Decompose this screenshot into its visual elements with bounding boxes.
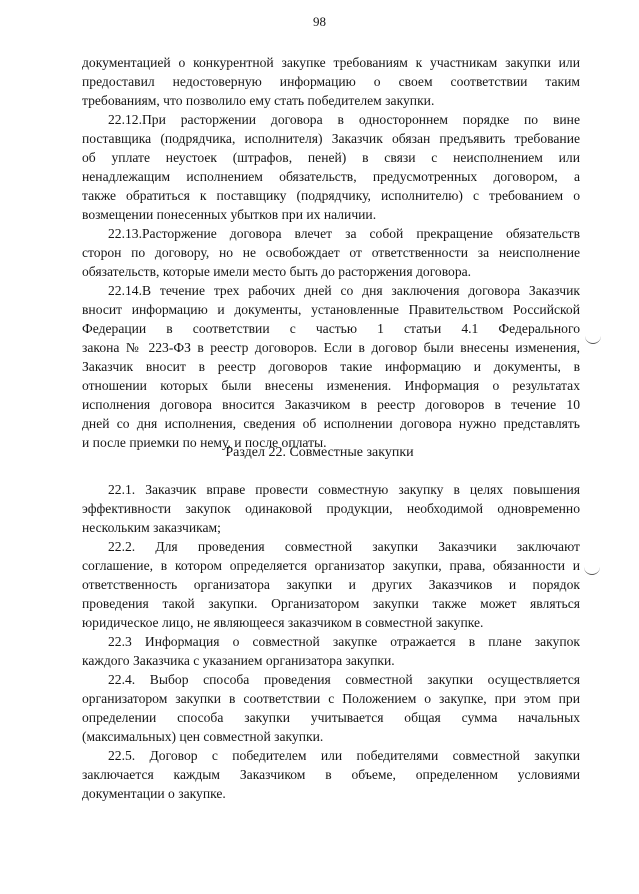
- paragraph-p2212: [82, 110, 580, 224]
- text-line: заключается каждым Заказчиком в объеме, определенном условиями: [82, 767, 580, 782]
- text-line: 22.12.При расторжении договора в одностороннем порядке по вине: [108, 112, 580, 127]
- text-line: предоставил недостоверную информацию о своем соответствии таким: [82, 74, 580, 89]
- text-line: 22.1. Заказчик вправе провести совместную закупку в целях повышения: [108, 482, 580, 497]
- text-line: определении способа закупки учитывается общая сумма начальных: [82, 710, 580, 725]
- text-line: документацией о конкурентной закупке требованиям к участникам закупки или: [82, 55, 580, 70]
- text-line: обязательств, которые имели место быть до расторжения договора.: [82, 264, 472, 279]
- text-line: и после приемки по нему, и после оплаты.: [82, 435, 327, 450]
- text-line: вносит информацию и документы, установленные Правительством Российской: [82, 302, 580, 317]
- text-line: каждого Заказчика с указанием организатора закупки.: [82, 653, 395, 668]
- paragraph-p222: [82, 537, 580, 632]
- text-line: проведения такой закупки. Организатором закупки также может являться: [82, 596, 580, 611]
- paragraph-p224: [82, 670, 580, 746]
- paragraph-p225: [82, 746, 580, 803]
- text-line: ответственность организатора закупки и других Заказчиков и порядок: [82, 577, 580, 592]
- paragraph-p1: [82, 53, 580, 110]
- text-line: закона № 223-ФЗ в реестр договоров. Если в договор были внесены изменения,: [82, 340, 580, 355]
- text-line: документации о закупке.: [82, 786, 226, 801]
- paragraph-p2214: [82, 281, 580, 452]
- text-line: сторон по договору, но не освобождает от ответственности за неисполнение: [82, 245, 580, 260]
- text-line: также обратиться к поставщику (подрядчику, исполнителю) с требованием о: [82, 188, 580, 203]
- paragraph-p223: [82, 632, 580, 670]
- text-line: 22.3 Информация о совместной закупке отражается в плане закупок: [108, 634, 580, 649]
- text-line: соглашение, в котором определяется организатор закупки, права, обязанности и: [82, 558, 580, 573]
- text-line: Заказчик вносит в реестр договоров такие информацию и документы, в: [82, 359, 580, 374]
- text-line: отношении которых были внесены изменения. Информация о результатах: [82, 378, 580, 393]
- margin-pen-mark: [585, 335, 601, 344]
- text-line: нескольким заказчикам;: [82, 520, 221, 535]
- paragraph-p221: [82, 480, 580, 537]
- text-line: 22.14.В течение трех рабочих дней со дня заключения договора Заказчик: [108, 283, 580, 298]
- text-line: организатором закупки в соответствии с Положением о закупке, при этом при: [82, 691, 580, 706]
- text-line: дней со дня исполнения, сведения об исполнении договора нужно представлять: [82, 416, 580, 431]
- text-line: 22.13.Расторжение договора влечет за собой прекращение обязательств: [108, 226, 580, 241]
- text-line: 22.2. Для проведения совместной закупки Заказчики заключают: [108, 539, 580, 554]
- text-line: об уплате неустоек (штрафов, пеней) в связи с неисполнением или: [82, 150, 580, 165]
- body-text-bottom: [82, 480, 580, 803]
- text-line: эффективности закупок одинаковой продукции, необходимой одновременно: [82, 501, 580, 516]
- text-line: поставщика (подрядчика, исполнителя) Заказчик обязан предъявить требование: [82, 131, 580, 146]
- text-line: 22.4. Выбор способа проведения совместной закупки осуществляется: [108, 672, 580, 687]
- margin-pen-mark: [584, 566, 600, 575]
- text-line: (максимальных) цен совместной закупки.: [82, 729, 324, 744]
- text-line: исполнения договора вносится Заказчиком в реестр договоров в течение 10: [82, 397, 580, 412]
- text-line: ненадлежащим исполнением обязательств, предусмотренных договором, а: [82, 169, 580, 184]
- body-text-top: [82, 53, 580, 452]
- paragraph-p2213: [82, 224, 580, 281]
- text-line: юридическое лицо, не являющееся заказчиком в совместной закупке.: [82, 615, 484, 630]
- text-line: возмещении понесенных убытков при их наличии.: [82, 207, 377, 222]
- text-line: требованиям, что позволило ему стать победителем закупки.: [82, 93, 435, 108]
- page-number: 98: [313, 14, 326, 29]
- text-line: 22.5. Договор с победителем или победителями совместной закупки: [108, 748, 580, 763]
- section-heading: Раздел 22. Совместные закупки: [225, 445, 414, 460]
- text-line: Федерации в соответствии с частью 1 статьи 4.1 Федерального: [82, 321, 580, 336]
